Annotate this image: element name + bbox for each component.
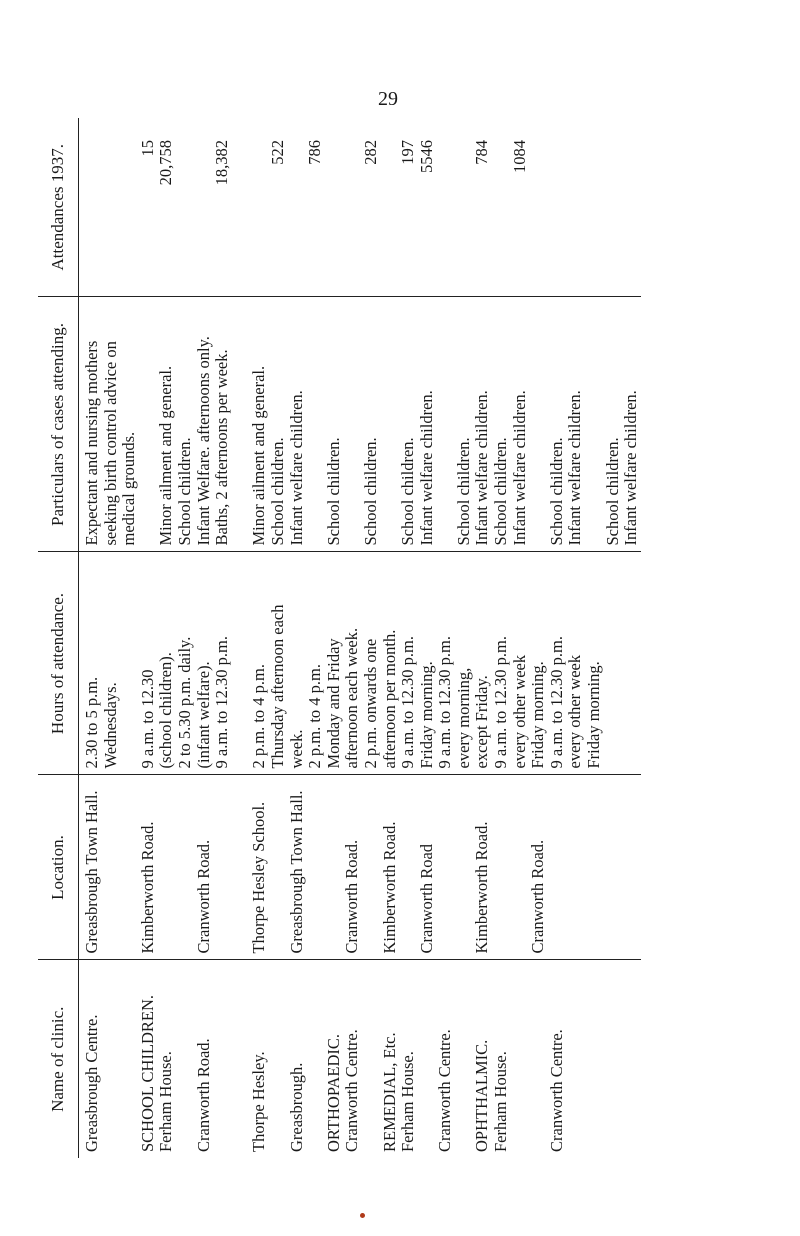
particulars-line: School children. [602, 437, 622, 546]
particulars-line: Infant welfare children. [621, 390, 641, 546]
particulars-line: Expectant and nursing mothers [82, 340, 101, 546]
hours-line: every morning, [453, 667, 473, 769]
particulars-line [306, 304, 325, 546]
particulars-line [585, 304, 604, 546]
particulars-line [343, 304, 362, 546]
hours-line: afternoon per month. [379, 629, 399, 769]
attendances-line: 522 [267, 140, 287, 165]
name-line [511, 967, 530, 1153]
attendances-line: 786 [305, 140, 325, 165]
name-line: Ferham House. [491, 1051, 511, 1152]
location-line: Kimberworth Road. [137, 821, 157, 954]
column-attendances [79, 118, 641, 297]
hours-line: except Friday. [472, 675, 492, 769]
hours-line: 2 to 5.30 p.m. daily. [174, 636, 194, 769]
attendances-line [288, 140, 307, 291]
attendances-line: 784 [472, 140, 492, 165]
name-line [455, 967, 474, 1153]
column-hours [79, 552, 641, 775]
name-line: Ferham House. [398, 1051, 418, 1152]
particulars-line: School children. [267, 437, 287, 546]
header-hours: Hours of attendance. [38, 552, 79, 775]
name-line: REMEDIAL, Etc. [379, 1032, 399, 1152]
attendances-line [102, 140, 121, 291]
particulars-line: Infant welfare children. [472, 390, 492, 546]
attendances-line: 282 [360, 140, 380, 165]
location-line: Cranworth Road. [193, 839, 213, 954]
page-number: 29 [378, 88, 398, 110]
attendances-line: 1084 [509, 140, 529, 173]
hours-line: Monday and Friday [323, 638, 343, 769]
name-line: Thorpe Hesley. [249, 1051, 269, 1152]
attendances-line [195, 140, 214, 291]
location-line [362, 782, 381, 954]
name-line [529, 967, 548, 1153]
location-line [399, 782, 418, 954]
name-line [418, 967, 437, 1153]
location-line [455, 782, 474, 954]
attendances-line [381, 140, 400, 291]
name-line: OPHTHALMIC. [472, 1039, 492, 1152]
hours-line: (infant welfare). [193, 661, 213, 769]
location-line [511, 782, 530, 954]
particulars-line [529, 304, 548, 546]
particulars-line: School children. [491, 437, 511, 546]
attendances-line: 5546 [416, 140, 436, 173]
name-line [176, 967, 195, 1153]
hours-line: 2 p.m. onwards one [360, 638, 380, 769]
column-location [79, 775, 641, 960]
name-line: SCHOOL CHILDREN. [137, 994, 157, 1152]
hours-line: Friday morning. [528, 661, 548, 769]
hours-line: afternoon each week. [342, 627, 362, 769]
location-line [325, 782, 344, 954]
attendances-line [120, 140, 139, 291]
hours-line: 2 p.m. to 4 p.m. [305, 663, 325, 769]
location-line [157, 782, 176, 954]
header-location: Location. [38, 775, 79, 960]
attendances-line [325, 140, 344, 291]
hours-line: 9 a.m. to 12.30 p.m. [491, 636, 511, 769]
hours-line: 9 a.m. to 12.30 p.m. [546, 636, 566, 769]
particulars-line [381, 304, 400, 546]
location-line [213, 782, 232, 954]
attendances-line [83, 140, 102, 291]
particulars-line: Infant welfare children. [286, 390, 306, 546]
attendances-line: 15 [137, 140, 157, 157]
location-line: Cranworth Road [416, 843, 436, 954]
location-line [232, 782, 251, 954]
hours-line: every other week [509, 654, 529, 769]
particulars-line [436, 304, 455, 546]
name-line: Greasbrough Centre. [82, 1014, 101, 1152]
name-line [120, 967, 139, 1153]
particulars-line: Infant welfare children. [416, 390, 436, 546]
particulars-line: School children. [360, 437, 380, 546]
name-line [102, 967, 121, 1153]
particulars-line: Infant welfare children. [509, 390, 529, 546]
location-line: Kimberworth Road. [379, 821, 399, 954]
name-line [232, 967, 251, 1153]
particulars-line: medical grounds. [119, 431, 139, 546]
hours-line: 9 a.m. to 12.30 [137, 669, 157, 769]
attendances-line [250, 140, 269, 291]
location-line: Greasbrough Town Hall. [82, 790, 101, 954]
location-line [269, 782, 288, 954]
hours-line [120, 559, 139, 769]
name-line: Cranworth Road. [193, 1038, 213, 1152]
particulars-line: School children. [453, 437, 473, 546]
hours-line: 2.30 to 5 p.m. [82, 676, 101, 769]
hours-line: every other week [565, 654, 585, 769]
particulars-line [139, 304, 158, 546]
header-attendances: Attendances 1937. [38, 118, 79, 297]
hours-line: 9 a.m. to 12.30 p.m. [435, 636, 455, 769]
particulars-line: School children. [546, 437, 566, 546]
location-line: Thorpe Hesley School. [249, 801, 269, 954]
hours-line: Friday morning. [416, 661, 436, 769]
name-line: ORTHOPAEDIC. [323, 1033, 343, 1152]
location-line [102, 782, 121, 954]
name-line: Ferham House. [156, 1051, 176, 1152]
particulars-line: Minor ailment and general. [156, 365, 176, 546]
hours-line: week. [286, 729, 306, 769]
location-line: Greasbrough Town Hall. [286, 790, 306, 954]
attendances-line [232, 140, 251, 291]
attendances-line: 20,758 [156, 140, 176, 186]
hours-line: 2 p.m. to 4 p.m. [249, 663, 269, 769]
location-line [120, 782, 139, 954]
header-name-of-clinic: Name of clinic. [38, 960, 79, 1158]
name-line [362, 967, 381, 1153]
name-line [306, 967, 325, 1153]
particulars-line: Baths, 2 afternoons per week. [212, 349, 232, 546]
hours-line: Wednesdays. [100, 682, 120, 769]
name-line [213, 967, 232, 1153]
hours-line: Thursday afternoon each [267, 604, 287, 769]
particulars-line: Infant Welfare. afternoons only. [193, 336, 213, 546]
particulars-line: Minor ailment and general. [249, 365, 269, 546]
hours-line: Friday morning. [584, 661, 604, 769]
attendances-line [455, 140, 474, 291]
particulars-line: School children. [174, 437, 194, 546]
name-line: Greasbrough. [286, 1062, 306, 1152]
column-particulars [79, 297, 641, 552]
particulars-line: Infant welfare children. [565, 390, 585, 546]
particulars-line: School children. [323, 437, 343, 546]
attendances-line [176, 140, 195, 291]
name-line: Cranworth Centre. [546, 1029, 566, 1152]
location-line: Kimberworth Road. [472, 821, 492, 954]
name-line [269, 967, 288, 1153]
ink-mark [360, 1213, 365, 1218]
attendances-line: 197 [398, 140, 418, 165]
particulars-line: School children. [398, 437, 418, 546]
clinic-attendance-table [38, 118, 750, 1158]
particulars-line: seeking birth control advice on [100, 341, 120, 546]
hours-line: 9 a.m. to 12.30 p.m. [398, 636, 418, 769]
location-line [176, 782, 195, 954]
name-line: Cranworth Centre. [342, 1029, 362, 1152]
location-line: Cranworth Road. [342, 839, 362, 954]
column-name-of-clinic [79, 960, 641, 1158]
location-line: Cranworth Road. [528, 839, 548, 954]
hours-line: 9 a.m. to 12.30 p.m. [212, 636, 232, 769]
attendances-line [343, 140, 362, 291]
location-line [492, 782, 511, 954]
hours-line: (school children). [156, 652, 176, 769]
location-line [436, 782, 455, 954]
name-line: Cranworth Centre. [435, 1029, 455, 1152]
attendances-line [436, 140, 455, 291]
attendances-line [492, 140, 511, 291]
location-line [306, 782, 325, 954]
particulars-line [232, 304, 251, 546]
attendances-line: 18,382 [212, 140, 232, 186]
header-particulars: Particulars of cases attending. [38, 297, 79, 552]
hours-line [232, 559, 251, 769]
